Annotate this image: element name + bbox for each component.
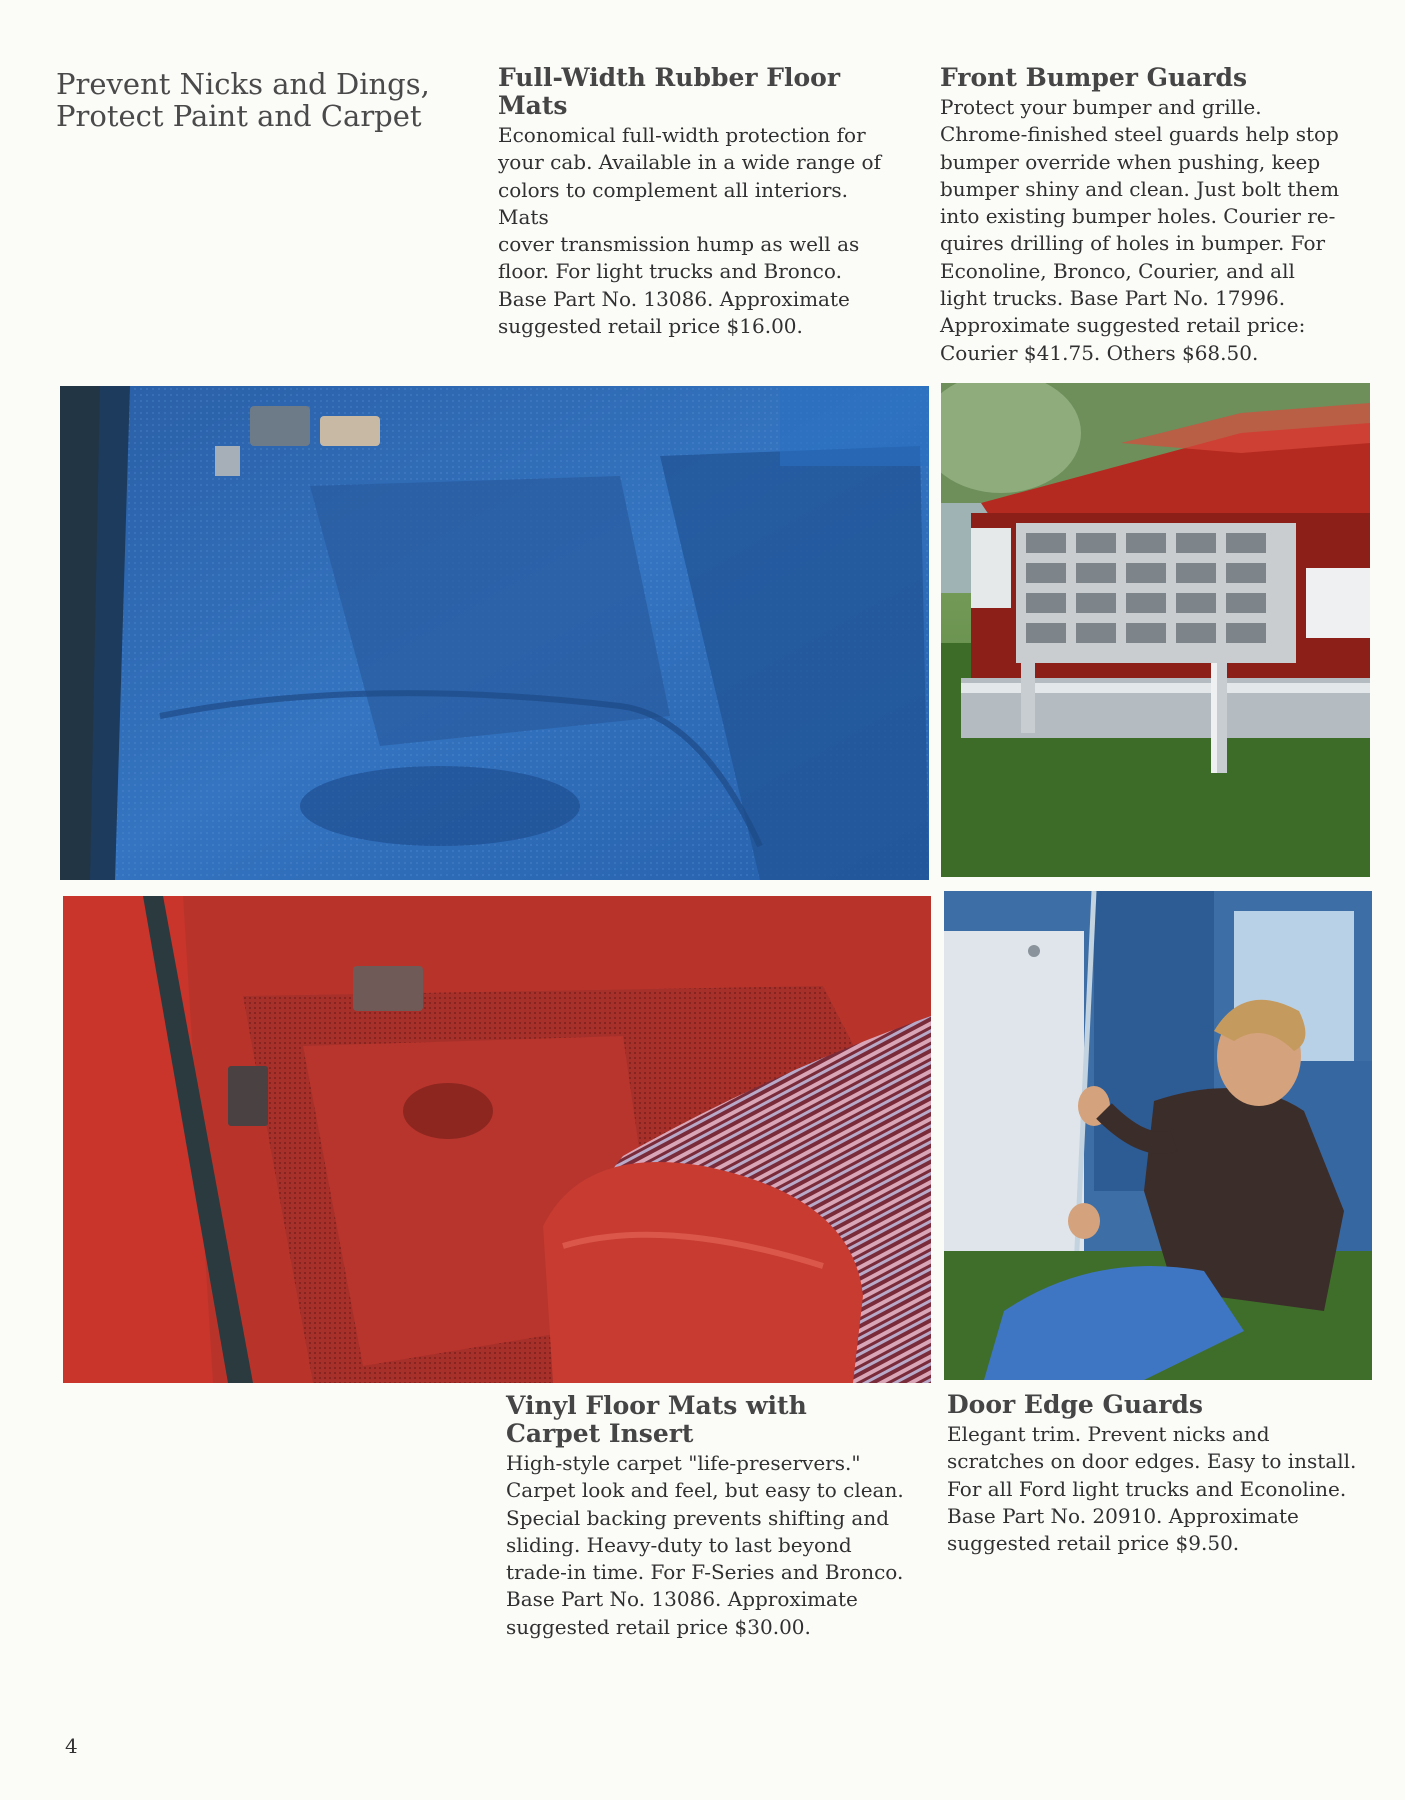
article-vinyl-floor-mats [506, 1392, 926, 1641]
article-front-bumper-guards [940, 64, 1380, 367]
page-heading: Prevent Nicks and Dings, Protect Paint and Carpet [56, 67, 430, 133]
article-title: Door Edge Guards [947, 1390, 1203, 1419]
article-door-edge-guards [947, 1391, 1377, 1557]
article-body: Elegant trim. Prevent nicks and scratches on door edges. Easy to install. For all Ford light trucks and Econoline. Base Part No. 20910. Approximate suggested retail price $9.50. [947, 1422, 1357, 1556]
photo-blue-rubber-floor-mat [60, 386, 929, 880]
photo-door-edge-guards [944, 891, 1372, 1380]
article-body: Economical full-width protection for your cab. Available in a wide range of colors to complement all interiors. Mats cover transmission hump as well as floor. For light trucks and Bronco. Base Part No. 13086. Approximate suggested retail price $16.00. [498, 123, 881, 339]
article-body: High-style carpet "life-preservers." Carpet look and feel, but easy to clean. Special backing prevents shifting and sliding. Heavy-duty to last beyond trade-in time. For F-Series and Bronco. Base Part No. 13086. Approximate suggested retail price $30.00. [506, 1451, 904, 1639]
photo-front-bumper-guards [941, 383, 1370, 877]
photo-vinyl-floor-mat-carpet-insert [63, 896, 931, 1383]
page-number: 4 [65, 1734, 78, 1758]
article-title: Full-Width Rubber Floor Mats [498, 63, 840, 120]
article-title: Front Bumper Guards [940, 63, 1248, 92]
article-body: Protect your bumper and grille. Chrome-finished steel guards help stop bumper override when pushing, keep bumper shiny and clean. Just bolt them into existing bumper holes. Courier re- quires drilling of holes in bumper. For Econoline, Bronco, Courier, and all light trucks. Base Part No. 17996. Approximate suggested retail price: Courier $41.75. Others $68.50. [940, 95, 1340, 365]
article-rubber-floor-mats [498, 64, 898, 340]
article-title: Vinyl Floor Mats with Carpet Insert [506, 1391, 807, 1448]
